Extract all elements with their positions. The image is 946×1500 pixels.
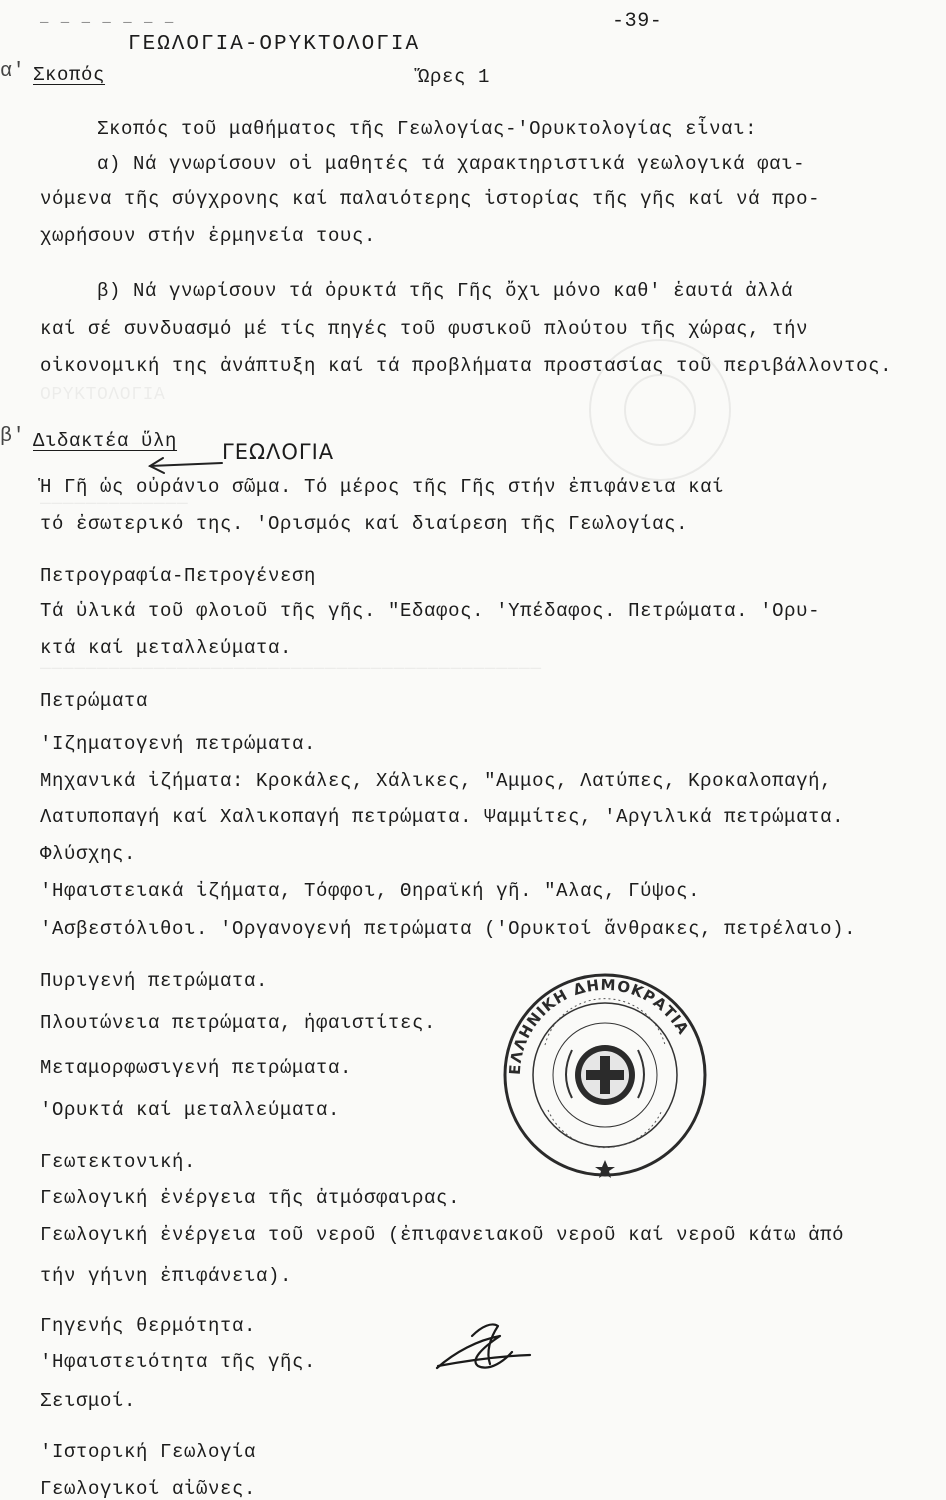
- syllabus-line: 'Ορυκτά καί μεταλλεύματα.: [40, 1099, 341, 1121]
- page-number: -39-: [612, 10, 663, 33]
- syllabus-line: Πετρώματα: [40, 690, 149, 712]
- purpose-line: οἰκονομική της ἀνάπτυξη καί τά προβλήματα προστασίας τοῦ περιβάλλοντος.: [40, 355, 893, 377]
- corner-mark: _ _ _ _ _ _ _: [40, 10, 176, 26]
- purpose-line: β) Νά γνωρίσουν τά ὀρυκτά τῆς Γῆς ὄχι μόνο καθ' ἑαυτά ἀλλά: [97, 280, 794, 302]
- handwritten-heading: ΓΕΩΛΟΓΙΑ: [222, 440, 335, 464]
- bleed-through-seal: [590, 340, 730, 480]
- purpose-line: νόμενα τῆς σύγχρονης καί παλαιότερης ἱστορίας τῆς γῆς καί νά προ-: [40, 188, 821, 210]
- syllabus-line: Γεωλογική ἐνέργεια τοῦ νεροῦ (ἐπιφανειακοῦ νεροῦ καί νεροῦ κάτω ἀπό: [40, 1224, 845, 1246]
- syllabus-line: Φλύσχης.: [40, 843, 137, 865]
- syllabus-line: Μεταμορφωσιγενή πετρώματα.: [40, 1057, 353, 1079]
- margin-mark-b: β': [0, 425, 26, 448]
- purpose-label: Σκοπός: [33, 64, 106, 86]
- bleed-through-text: ΟΡΥΚΤΟΛΟΓΙΑ: [40, 385, 166, 405]
- signature: [437, 1324, 530, 1368]
- syllabus-line: τήν γήινη ἐπιφάνεια).: [40, 1265, 293, 1287]
- margin-mark-a: α': [0, 60, 26, 83]
- syllabus-line: Γεωλογικοί αἰῶνες.: [40, 1478, 257, 1500]
- syllabus-line: 'Ιζηματογενή πετρώματα.: [40, 733, 317, 755]
- syllabus-line: Γεωτεκτονική.: [40, 1151, 197, 1173]
- syllabus-line: Λατυποπαγή καί Χαλικοπαγή πετρώματα. Ψαμμίτες, 'Αργιλικά πετρώματα.: [40, 806, 845, 828]
- official-stamp: [505, 975, 705, 1178]
- syllabus-line: Γηγενής θερμότητα.: [40, 1315, 257, 1337]
- syllabus-line: Ἡ Γῆ ὡς οὐράνιο σῶμα. Τό μέρος τῆς Γῆς στήν ἐπιφάνεια καί: [40, 476, 725, 498]
- syllabus-line: Γεωλογική ἐνέργεια τῆς ἀτμόσφαιρας.: [40, 1187, 461, 1209]
- purpose-line: χωρήσουν στήν ἑρμηνεία τους.: [40, 225, 377, 247]
- syllabus-line: Πετρογραφία-Πετρογένεση: [40, 565, 317, 587]
- purpose-intro: Σκοπός τοῦ μαθήματος τῆς Γεωλογίας-'Ορυκτολογίας εἶναι:: [97, 118, 758, 140]
- syllabus-line: Μηχανικά ἰζήματα: Κροκάλες, Χάλικες, "Αμμος, Λατύπες, Κροκαλοπαγή,: [40, 770, 833, 792]
- syllabus-line: 'Ηφαιστειότητα τῆς γῆς.: [40, 1351, 317, 1373]
- stamp-text: ΕΛΛΗΝΙΚΗ ΔΗΜΟΚΡΑΤΙΑ: [505, 975, 693, 1076]
- syllabus-line: Πυριγενή πετρώματα.: [40, 970, 269, 992]
- syllabus-line: κτά καί μεταλλεύματα.: [40, 637, 293, 659]
- handwritten-arrow-icon: [150, 458, 222, 473]
- syllabus-line: 'Ιστορική Γεωλογία: [40, 1441, 257, 1463]
- hours-label: Ὥρες 1: [418, 66, 491, 88]
- syllabus-line: Πλουτώνεια πετρώματα, ἡφαιστίτες.: [40, 1012, 437, 1034]
- syllabus-label: Διδακτέα ὕλη: [33, 430, 178, 452]
- syllabus-line: Σεισμοί.: [40, 1390, 137, 1412]
- purpose-line: α) Νά γνωρίσουν οἱ μαθητές τά χαρακτηριστικά γεωλογικά φαι-: [97, 153, 806, 175]
- syllabus-line: τό ἐσωτερικό της. 'Ορισμός καί διαίρεση τῆς Γεωλογίας.: [40, 513, 689, 535]
- bleed-through-text: ─────────────: [40, 495, 189, 515]
- bleed-through-text: ────────────────────────────────────────────: [40, 660, 542, 680]
- document-title: ΓΕΩΛΟΓΙΑ-ΟΡΥΚΤΟΛΟΓΙΑ: [128, 33, 421, 56]
- syllabus-line: Τά ὑλικά τοῦ φλοιοῦ τῆς γῆς. "Εδαφος. 'Υπέδαφος. Πετρώματα. 'Ορυ-: [40, 600, 821, 622]
- syllabus-line: 'Ασβεστόλιθοι. 'Οργανογενή πετρώματα ('Ορυκτοί ἄνθρακες, πετρέλαιο).: [40, 918, 857, 940]
- syllabus-line: 'Ηφαιστειακά ἰζήματα, Τόφφοι, Θηραϊκή γῆ. "Αλας, Γύψος.: [40, 880, 701, 902]
- purpose-line: καί σέ συνδυασμό μέ τίς πηγές τοῦ φυσικοῦ πλούτου τῆς χώρας, τήν: [40, 318, 809, 340]
